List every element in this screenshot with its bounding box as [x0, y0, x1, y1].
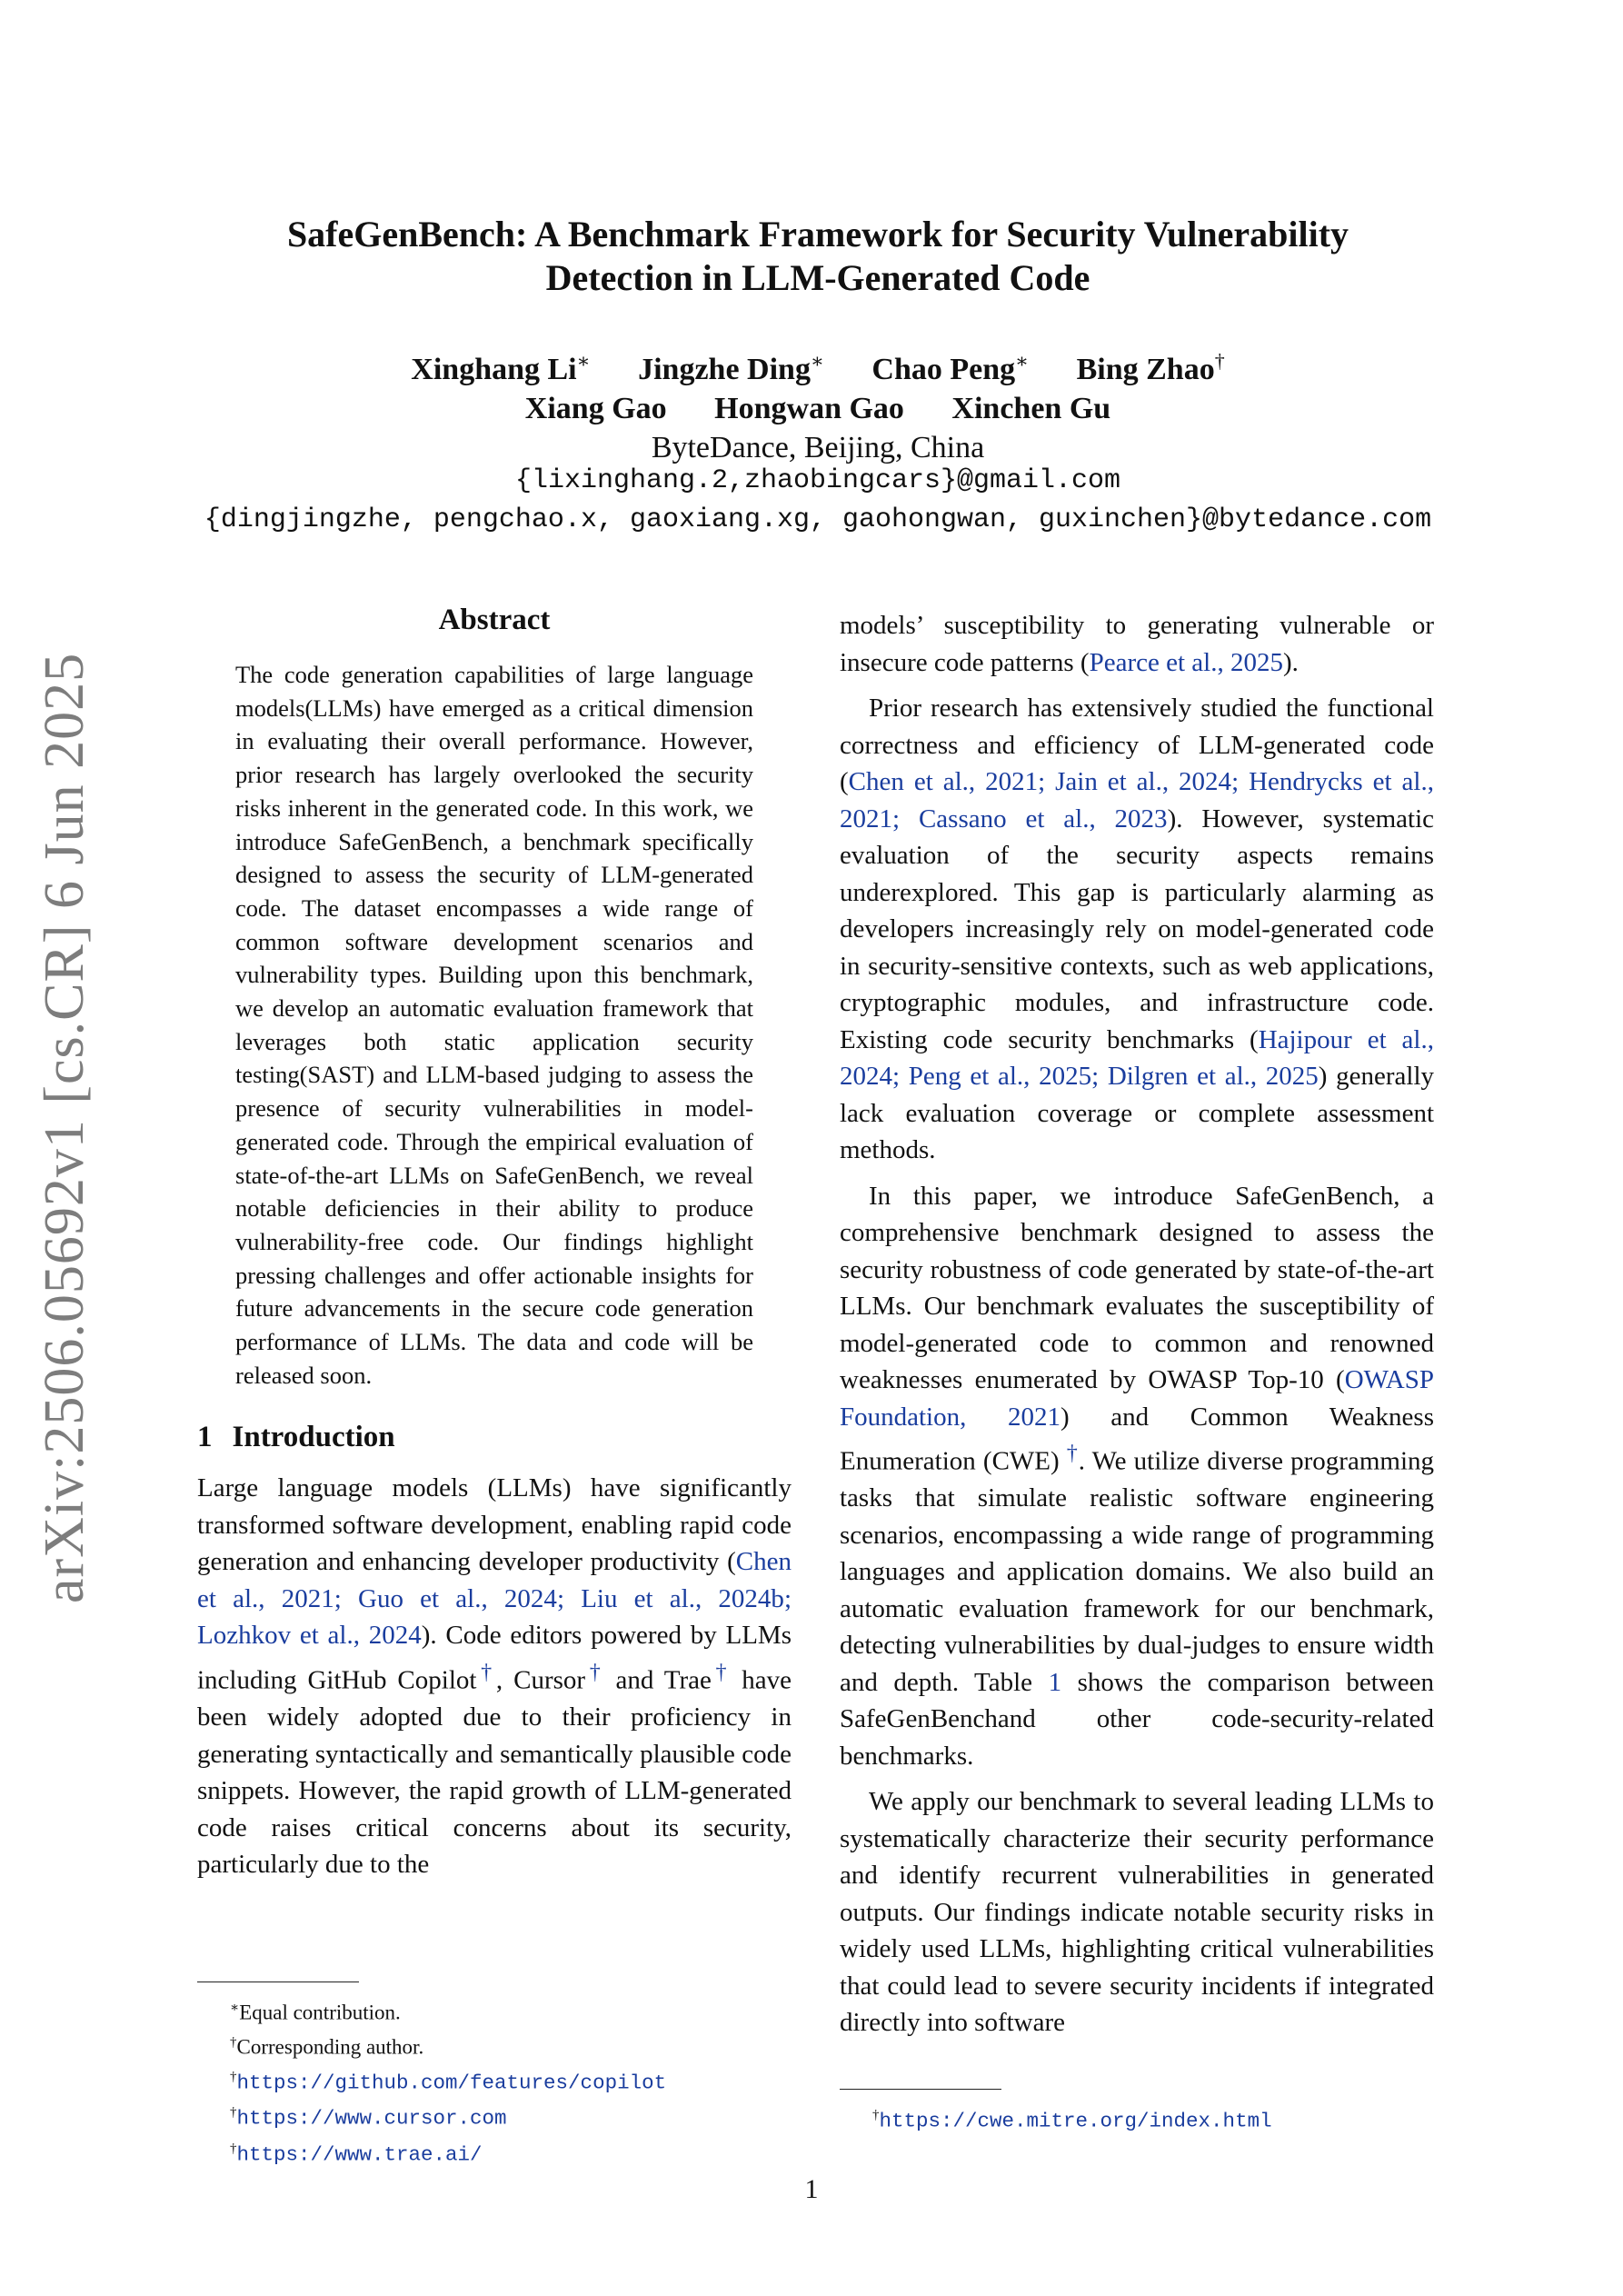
author-name: Xinghang Li∗	[411, 350, 591, 387]
footnote-mark[interactable]: †	[585, 1659, 605, 1684]
citation-link[interactable]: Chen et al., 2021	[197, 1547, 792, 1613]
author-name: Bing Zhao†	[1076, 350, 1225, 387]
citation-link[interactable]: Dilgren et al., 2025	[1107, 1062, 1319, 1091]
footnote: †https://www.cursor.com	[230, 2105, 507, 2131]
right-paragraph-2: In this paper, we introduce SafeGenBench, a comprehensive benchmark designed to assess the security robustness of code generated by state-of-the-art LLMs. Our benchmark evaluates the susceptibility of model-generated code to common and renowned weaknesses enumerated by OWASP Top-10 (OWASP Foundation, 2021) and Common Weakness Enumeration (CWE) †. We utilize diverse programming tasks that simulate realistic software engineering scenarios, encompassing a wide range of programming languages and application domains. We also build an automatic evaluation framework for our benchmark, detecting vulnerabilities by dual-judges to ensure width and depth. Table 1 shows the comparison between SafeGenBenchand other code-security-related benchmarks.	[840, 1181, 1435, 1771]
footnote-url[interactable]: https://cwe.mitre.org/index.html	[879, 2109, 1272, 2133]
title-line-1: SafeGenBench: A Benchmark Framework for Security Vulnerability	[286, 214, 1349, 255]
right-paragraph-1: Prior research has extensively studied the functional correctness and efficiency of LLM-generated code (Chen et al., 2021; Jain et al., 2024; Hendrycks et al., 2021; Cassano et al., 2023). However, systematic evaluation of the security aspects remains underexplored. This gap is particularly alarming as developers increasingly rely on model-generated code in security-sensitive contexts, such as web applications, cryptographic modules, and infrastructure code. Existing code security benchmarks (Hajipour et al., 2024; Peng et al., 2025; Dilgren et al., 2025) generally lack evaluation coverage or complete assessment methods.	[840, 694, 1435, 1164]
citation-link[interactable]: Lozhkov et al., 2024	[197, 1621, 422, 1651]
author-name: Chao Peng∗	[871, 350, 1030, 387]
email-line-1: {lixinghang.2,zhaobingcars}@gmail.com	[514, 465, 1121, 496]
section-heading-introduction	[197, 1419, 792, 1455]
author-name: Hongwan Gao	[714, 392, 904, 426]
author-block	[164, 342, 1472, 467]
footnote: †https://github.com/features/copilot	[230, 2070, 667, 2095]
footnote-url[interactable]: https://github.com/features/copilot	[236, 2071, 667, 2095]
right-paragraph-3: We apply our benchmark to several leading LLMs to systematically characterize their security performance and identify recurrent vulnerabilities in generated outputs. Our findings indicate notable security risks in widely used LLMs, highlighting critical vulnerabilities that could lead to severe security incidents if integrated directly into software	[840, 1787, 1434, 2038]
abstract-heading: Abstract	[438, 604, 551, 636]
footnote-rule	[840, 2089, 1001, 2090]
footnote: †https://www.trae.ai/	[230, 2141, 483, 2167]
footnote: †Corresponding author.	[230, 2035, 424, 2059]
citation-link[interactable]: Hendrycks et al., 2021	[840, 767, 1434, 834]
right-column	[840, 607, 1434, 2041]
intro-paragraph-1: Large language models (LLMs) have significantly transformed software development, enabling rapid code generation and enhancing developer productivity (Chen et al., 2021; Guo et al., 2024; Liu et al., 2024b; Lozhkov et al., 2024). Code editors powered by LLMs including GitHub Copilot†, Cursor† and Trae† have been widely adopted due to their proficiency in generating syntactically and semantically plausible code snippets. However, the rapid growth of LLM-generated code raises critical concerns about its security, particularly due to the	[197, 1473, 792, 1880]
footnote-mark[interactable]: †	[711, 1659, 732, 1684]
footnote-list	[197, 1993, 792, 2170]
left-footnotes	[197, 1965, 792, 2170]
arxiv-identifier-stamp: arXiv:2506.05692v1 [cs.CR] 6 Jun 2025	[34, 652, 95, 1603]
affiliation: ByteDance, Beijing, China	[651, 431, 985, 465]
footnote-list	[840, 2101, 1434, 2136]
footnote-url[interactable]: https://www.cursor.com	[236, 2107, 507, 2131]
author-row-1	[164, 342, 1472, 389]
author-name: Jingzhe Ding∗	[638, 350, 824, 387]
citation-link[interactable]: OWASP Foundation, 2021	[840, 1365, 1434, 1432]
author-name: Xinchen Gu	[951, 392, 1111, 426]
section-number: 1	[197, 1421, 213, 1454]
page-number: 1	[804, 2174, 819, 2204]
right-footnotes	[840, 2072, 1434, 2136]
paper-title	[164, 213, 1472, 300]
footnote: †https://cwe.mitre.org/index.html	[872, 2108, 1272, 2133]
citation-link[interactable]: Jain et al., 2024	[1055, 767, 1232, 796]
citation-link[interactable]: Pearce et al., 2025	[1089, 647, 1283, 677]
citation-link[interactable]: Guo et al., 2024	[358, 1583, 557, 1613]
author-row-2	[164, 389, 1472, 428]
citation-link[interactable]: Hajipour et al., 2024	[840, 1024, 1434, 1091]
footnote-mark[interactable]: †	[476, 1659, 496, 1684]
section-title: Introduction	[232, 1421, 395, 1454]
email-line-2: {dingjingzhe, pengchao.x, gaoxiang.xg, gaohongwan, guxinchen}@bytedance.com	[204, 504, 1432, 535]
footnote-url[interactable]: https://www.trae.ai/	[236, 2142, 483, 2167]
left-column	[197, 602, 792, 1883]
citation-link[interactable]: Chen et al., 2021	[848, 767, 1039, 796]
table-reference-link[interactable]: 1	[1048, 1667, 1062, 1697]
title-line-2: Detection in LLM-Generated Code	[545, 257, 1090, 298]
citation-link[interactable]: Peng et al., 2025	[908, 1062, 1092, 1091]
author-name: Xiang Gao	[524, 392, 667, 426]
abstract-text: The code generation capabilities of large language models(LLMs) have emerged as a critical dimension in evaluating their overall performance. However, prior research has largely overlooked the security risks inherent in the generated code. In this work, we introduce SafeGenBench, a benchmark specifically designed to assess the security of LLM-generated code. The dataset encompasses a wide range of common software development scenarios and vulnerability types. Building upon this benchmark, we develop an automatic evaluation framework that leverages both static application security testing(SAST) and LLM-based judging to assess the presence of security vulnerabilities in model-generated code. Through the empirical evaluation of state-of-the-art LLMs on SafeGenBench, we reveal notable deficiencies in their ability to produce vulnerability-free code. Our findings highlight pressing challenges and offer actionable insights for future advancements in the secure code generation performance of LLMs. The data and code will be released soon.	[235, 661, 753, 1389]
citation-link[interactable]: Liu et al., 2024b	[581, 1583, 784, 1613]
author-emails	[109, 462, 1527, 540]
footnote-mark[interactable]: †	[1066, 1441, 1079, 1465]
right-paragraph-0: models’ susceptibility to generating vulnerable or insecure code patterns (Pearce et al., 2025).	[840, 611, 1434, 677]
footnote: ∗Equal contribution.	[230, 2001, 401, 2024]
citation-link[interactable]: Cassano et al., 2023	[918, 804, 1168, 834]
